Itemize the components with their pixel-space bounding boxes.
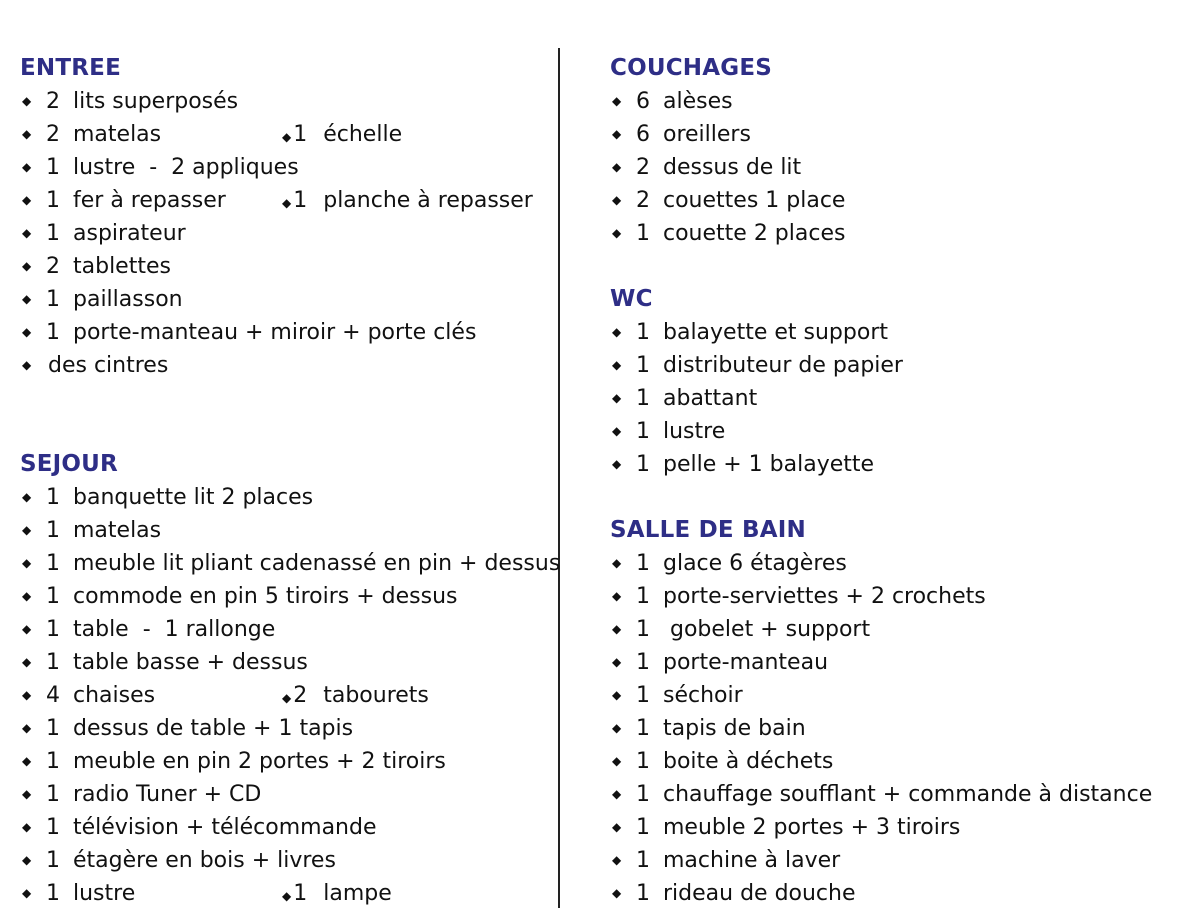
- list-item: [20, 811, 550, 844]
- list-item: [20, 613, 550, 646]
- item-quantity: 1: [46, 815, 60, 840]
- item-label: table basse + dessus: [73, 650, 308, 675]
- list-item: [20, 547, 561, 580]
- item-label: gobelet + support: [663, 617, 871, 642]
- list-item: [20, 646, 550, 679]
- item-label: meuble 2 portes + 3 tiroirs: [663, 815, 961, 840]
- list-item: [610, 778, 1190, 811]
- item-label: paillasson: [73, 287, 183, 312]
- item-list-entree: [20, 85, 550, 382]
- item-quantity: 1: [636, 584, 650, 609]
- bullet-diamond-icon: ◆: [282, 889, 292, 903]
- bullet-diamond-icon: ◆: [612, 193, 622, 207]
- item-second-entry: [282, 184, 533, 220]
- item-quantity: 1: [636, 881, 650, 906]
- list-item: [610, 448, 1190, 481]
- bullet-diamond-icon: ◆: [612, 886, 622, 900]
- bullet-diamond-icon: ◆: [612, 820, 622, 834]
- section-heading-wc: WC: [610, 286, 653, 312]
- item-quantity: 1: [636, 848, 650, 873]
- bullet-diamond-icon: ◆: [22, 94, 32, 108]
- item-quantity: 2: [293, 683, 308, 708]
- item-quantity: 1: [636, 452, 650, 477]
- item-quantity: 1: [293, 188, 308, 213]
- item-label: table - 1 rallonge: [73, 617, 276, 642]
- item-label: porte-manteau: [663, 650, 829, 675]
- list-item: [610, 844, 1190, 877]
- item-list-sejour: [20, 481, 561, 910]
- bullet-diamond-icon: ◆: [612, 721, 622, 735]
- bullet-diamond-icon: ◆: [22, 556, 32, 570]
- item-quantity: 1: [46, 485, 60, 510]
- item-quantity: 1: [46, 155, 60, 180]
- list-item: [610, 646, 1190, 679]
- section-couchages: [610, 52, 1190, 250]
- item-label: lustre: [73, 881, 136, 906]
- item-quantity: 1: [636, 353, 650, 378]
- section-heading-couchages: COUCHAGES: [610, 55, 772, 81]
- item-quantity: 1: [293, 881, 308, 906]
- bullet-diamond-icon: ◆: [612, 127, 622, 141]
- bullet-diamond-icon: ◆: [612, 622, 622, 636]
- item-quantity: 2: [46, 122, 60, 147]
- item-label: abattant: [663, 386, 758, 411]
- list-item: [20, 679, 550, 712]
- bullet-diamond-icon: ◆: [22, 853, 32, 867]
- list-item: [20, 745, 550, 778]
- left-column: [20, 52, 561, 910]
- bullet-diamond-icon: ◆: [612, 853, 622, 867]
- section-heading-sejour: SEJOUR: [20, 451, 118, 477]
- bullet-diamond-icon: ◆: [22, 523, 32, 537]
- bullet-diamond-icon: ◆: [282, 130, 292, 144]
- item-label: lits superposés: [73, 89, 239, 114]
- item-quantity: 1: [636, 815, 650, 840]
- item-label: lustre: [663, 419, 726, 444]
- item-label: tabourets: [323, 683, 429, 708]
- section-entree: [20, 52, 550, 382]
- item-second-entry: [282, 679, 429, 715]
- list-item: [20, 712, 550, 745]
- item-quantity: 1: [636, 749, 650, 774]
- list-item: [610, 877, 1190, 910]
- list-item: [610, 316, 1190, 349]
- bullet-diamond-icon: ◆: [612, 424, 622, 438]
- bullet-diamond-icon: ◆: [612, 391, 622, 405]
- list-item: [610, 85, 1190, 118]
- bullet-diamond-icon: ◆: [22, 325, 32, 339]
- bullet-diamond-icon: ◆: [612, 160, 622, 174]
- bullet-diamond-icon: ◆: [282, 691, 292, 705]
- item-quantity: 1: [46, 551, 60, 576]
- list-item: [610, 217, 1190, 250]
- item-label: dessus de table + 1 tapis: [73, 716, 354, 741]
- column-divider: [558, 48, 560, 908]
- bullet-diamond-icon: ◆: [22, 259, 32, 273]
- item-quantity: 1: [636, 716, 650, 741]
- item-quantity: 1: [636, 683, 650, 708]
- list-item: [610, 382, 1190, 415]
- bullet-diamond-icon: ◆: [22, 721, 32, 735]
- item-quantity: 1: [46, 716, 60, 741]
- bullet-diamond-icon: ◆: [22, 622, 32, 636]
- bullet-diamond-icon: ◆: [612, 655, 622, 669]
- item-quantity: 1: [46, 848, 60, 873]
- item-quantity: 2: [46, 254, 60, 279]
- item-quantity: 1: [46, 188, 60, 213]
- item-label: dessus de lit: [663, 155, 802, 180]
- item-quantity: 1: [46, 650, 60, 675]
- item-label: échelle: [323, 122, 403, 147]
- item-label: lampe: [323, 881, 392, 906]
- list-item: [20, 151, 550, 184]
- section-wc: [610, 283, 1190, 481]
- item-label: alèses: [663, 89, 733, 114]
- list-item: [20, 85, 550, 118]
- section-heading-entree: ENTREE: [20, 55, 121, 81]
- list-item: [20, 778, 550, 811]
- bullet-diamond-icon: ◆: [22, 490, 32, 504]
- item-quantity: 1: [636, 551, 650, 576]
- item-label: meuble lit pliant cadenassé en pin + dessus: [73, 551, 561, 576]
- bullet-diamond-icon: ◆: [22, 886, 32, 900]
- list-item: [610, 547, 1190, 580]
- bullet-diamond-icon: ◆: [612, 688, 622, 702]
- list-item: [20, 118, 550, 151]
- item-label: séchoir: [663, 683, 743, 708]
- item-label: fer à repasser: [73, 188, 226, 213]
- item-quantity: 1: [46, 320, 60, 345]
- item-label: planche à repasser: [323, 188, 533, 213]
- bullet-diamond-icon: ◆: [612, 94, 622, 108]
- list-item: [20, 580, 550, 613]
- list-item: [610, 613, 1190, 646]
- item-quantity: 1: [46, 749, 60, 774]
- item-quantity: 2: [636, 155, 650, 180]
- item-second-entry: [282, 877, 392, 913]
- item-quantity: 1: [46, 617, 60, 642]
- item-label: matelas: [73, 518, 162, 543]
- item-label: des cintres: [48, 353, 169, 378]
- item-label: banquette lit 2 places: [73, 485, 314, 510]
- list-item: [20, 877, 550, 910]
- item-label: commode en pin 5 tiroirs + dessus: [73, 584, 458, 609]
- list-item: [610, 679, 1190, 712]
- bullet-diamond-icon: ◆: [612, 457, 622, 471]
- list-item: [20, 184, 550, 217]
- bullet-diamond-icon: ◆: [612, 754, 622, 768]
- list-item: [20, 349, 550, 382]
- bullet-diamond-icon: ◆: [612, 226, 622, 240]
- item-label: télévision + télécommande: [73, 815, 377, 840]
- bullet-diamond-icon: ◆: [612, 556, 622, 570]
- item-quantity: 1: [46, 584, 60, 609]
- item-list-couchages: [610, 85, 1190, 250]
- item-label: tapis de bain: [663, 716, 806, 741]
- list-item: [610, 811, 1190, 844]
- item-label: couettes 1 place: [663, 188, 846, 213]
- list-item: [20, 316, 550, 349]
- item-quantity: 1: [636, 617, 650, 642]
- item-label: matelas: [73, 122, 162, 147]
- bullet-diamond-icon: ◆: [612, 325, 622, 339]
- item-label: distributeur de papier: [663, 353, 903, 378]
- item-quantity: 6: [636, 122, 650, 147]
- item-label: oreillers: [663, 122, 751, 147]
- item-quantity: 1: [46, 221, 60, 246]
- item-label: étagère en bois + livres: [73, 848, 336, 873]
- list-item: [610, 151, 1190, 184]
- item-label: radio Tuner + CD: [73, 782, 262, 807]
- list-item: [20, 481, 550, 514]
- section-salle-de-bain: [610, 514, 1190, 910]
- bullet-diamond-icon: ◆: [22, 226, 32, 240]
- item-quantity: 4: [46, 683, 60, 708]
- item-label: couette 2 places: [663, 221, 846, 246]
- item-quantity: 1: [636, 782, 650, 807]
- item-label: rideau de douche: [663, 881, 856, 906]
- bullet-diamond-icon: ◆: [22, 127, 32, 141]
- item-quantity: 1: [46, 881, 60, 906]
- bullet-diamond-icon: ◆: [22, 160, 32, 174]
- item-quantity: 1: [46, 518, 60, 543]
- list-item: [610, 712, 1190, 745]
- list-item: [610, 580, 1190, 613]
- item-quantity: 1: [293, 122, 308, 147]
- item-list-salle-de-bain: [610, 547, 1190, 910]
- list-item: [20, 283, 550, 316]
- item-label: porte-manteau + miroir + porte clés: [73, 320, 477, 345]
- item-label: machine à laver: [663, 848, 841, 873]
- item-quantity: 1: [46, 287, 60, 312]
- item-label: pelle + 1 balayette: [663, 452, 875, 477]
- item-quantity: 2: [46, 89, 60, 114]
- section-heading-salle-de-bain: SALLE DE BAIN: [610, 517, 806, 543]
- item-quantity: 1: [636, 419, 650, 444]
- item-label: porte-serviettes + 2 crochets: [663, 584, 986, 609]
- item-label: boite à déchets: [663, 749, 834, 774]
- bullet-diamond-icon: ◆: [282, 196, 292, 210]
- right-column: [610, 52, 1190, 910]
- section-sejour: [20, 448, 561, 910]
- item-quantity: 1: [636, 221, 650, 246]
- item-second-entry: [282, 118, 402, 154]
- bullet-diamond-icon: ◆: [22, 589, 32, 603]
- item-quantity: 6: [636, 89, 650, 114]
- bullet-diamond-icon: ◆: [612, 589, 622, 603]
- bullet-diamond-icon: ◆: [22, 820, 32, 834]
- item-label: balayette et support: [663, 320, 888, 345]
- item-label: glace 6 étagères: [663, 551, 847, 576]
- bullet-diamond-icon: ◆: [612, 358, 622, 372]
- bullet-diamond-icon: ◆: [612, 787, 622, 801]
- bullet-diamond-icon: ◆: [22, 193, 32, 207]
- bullet-diamond-icon: ◆: [22, 787, 32, 801]
- item-label: tablettes: [73, 254, 171, 279]
- item-label: meuble en pin 2 portes + 2 tiroirs: [73, 749, 446, 774]
- bullet-diamond-icon: ◆: [22, 292, 32, 306]
- list-item: [20, 844, 550, 877]
- list-item: [20, 217, 550, 250]
- list-item: [610, 745, 1190, 778]
- bullet-diamond-icon: ◆: [22, 754, 32, 768]
- item-label: chauffage soufflant + commande à distance: [663, 782, 1153, 807]
- list-item: [610, 184, 1190, 217]
- bullet-diamond-icon: ◆: [22, 655, 32, 669]
- bullet-diamond-icon: ◆: [22, 358, 32, 372]
- item-quantity: 2: [636, 188, 650, 213]
- item-quantity: 1: [46, 782, 60, 807]
- list-item: [20, 514, 550, 547]
- item-label: aspirateur: [73, 221, 186, 246]
- item-quantity: 1: [636, 650, 650, 675]
- list-item: [610, 349, 1190, 382]
- list-item: [20, 250, 550, 283]
- item-quantity: 1: [636, 320, 650, 345]
- item-label: lustre - 2 appliques: [73, 155, 299, 180]
- bullet-diamond-icon: ◆: [22, 688, 32, 702]
- list-item: [610, 415, 1190, 448]
- item-list-wc: [610, 316, 1190, 481]
- item-label: chaises: [73, 683, 156, 708]
- item-quantity: 1: [636, 386, 650, 411]
- list-item: [610, 118, 1190, 151]
